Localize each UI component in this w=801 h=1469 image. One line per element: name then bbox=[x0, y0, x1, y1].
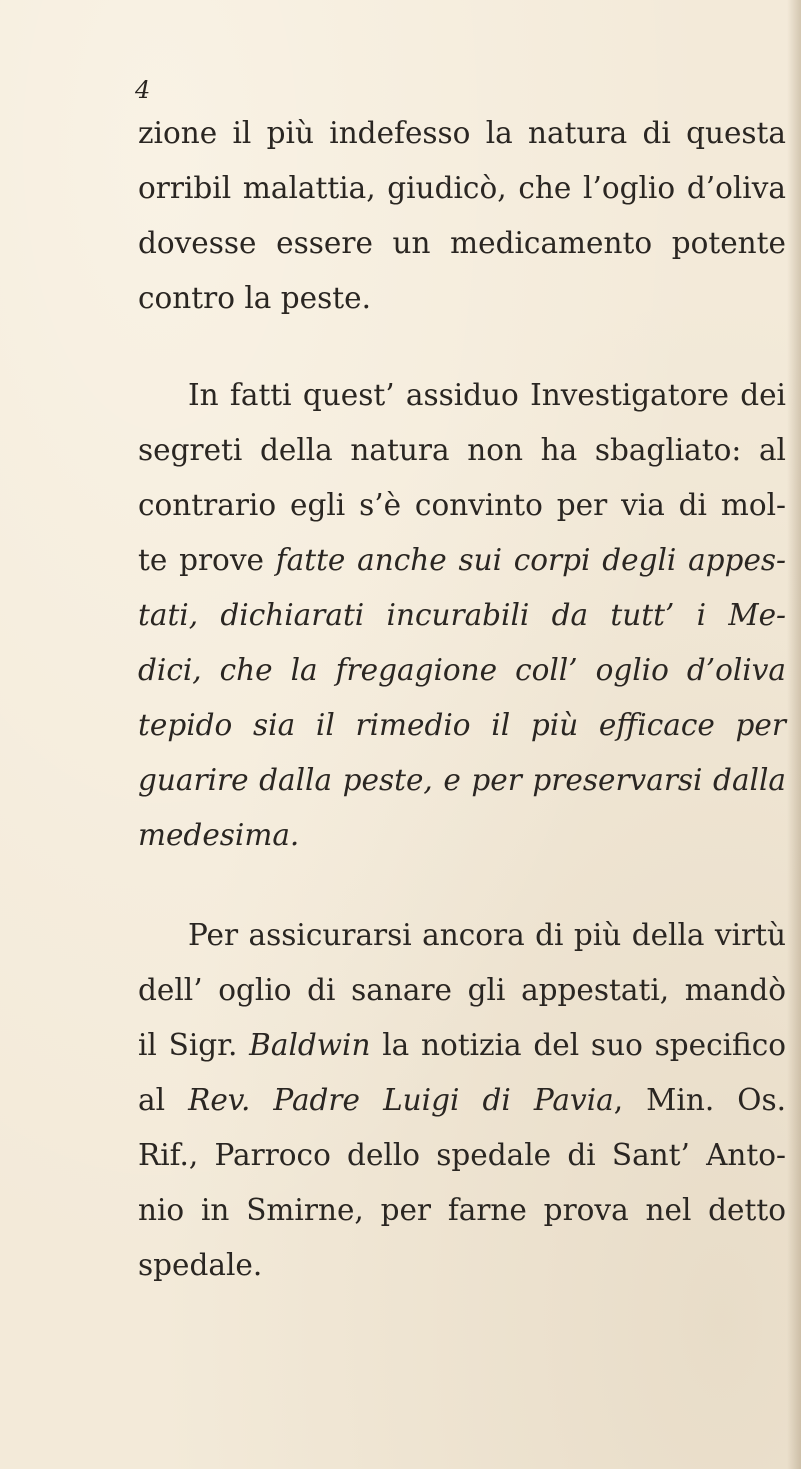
text-line: nio in Smirne, per farne prova nel detto bbox=[138, 1193, 786, 1227]
text-line: Per assicurarsi ancora di più della virtù bbox=[188, 918, 786, 952]
text-italic: Rev. Padre Luigi di Pavia bbox=[188, 1083, 614, 1117]
text-line: contrario egli s’è convinto per via di mol- bbox=[138, 488, 786, 522]
text-line: contro la peste. bbox=[138, 281, 371, 315]
text-line bbox=[138, 1018, 786, 1073]
text-line bbox=[138, 533, 786, 588]
text-line: zione il più indefesso la natura di questa bbox=[138, 116, 786, 150]
text-line bbox=[138, 1073, 786, 1128]
text-line: guarire dalla peste, e per preservarsi dalla bbox=[138, 763, 786, 797]
text-line: orribil malattia, giudicò, che l’oglio d’oliva bbox=[138, 171, 786, 205]
text-line: dell’ oglio di sanare gli appestati, mandò bbox=[138, 973, 786, 1007]
text-line: spedale. bbox=[138, 1248, 263, 1282]
paragraph-3 bbox=[138, 908, 786, 1293]
text-line: tepido sia il rimedio il più efficace per bbox=[138, 708, 786, 742]
text-line: dici, che la fregagione coll’ oglio d’oliva bbox=[138, 653, 786, 687]
text-italic: Baldwin bbox=[249, 1028, 371, 1062]
text-line: medesima. bbox=[138, 818, 300, 852]
text-italic: fatte anche sui corpi degli appes- bbox=[275, 543, 787, 577]
text-roman: te prove bbox=[138, 543, 276, 577]
text-roman: , Min. Os. bbox=[613, 1083, 786, 1117]
paragraph-2 bbox=[138, 368, 786, 863]
text-line: Rif., Parroco dello spedale di Sant’ Anto- bbox=[138, 1138, 786, 1172]
page-number: 4 bbox=[135, 76, 151, 104]
text-roman: al bbox=[138, 1083, 189, 1117]
text-line: dovesse essere un medicamento potente bbox=[138, 226, 786, 260]
text-line: segreti della natura non ha sbagliato: al bbox=[138, 433, 786, 467]
text-line: tati, dichiarati incurabili da tutt’ i Me- bbox=[138, 598, 786, 632]
page-edge-shadow bbox=[787, 0, 801, 1469]
text-roman: il Sigr. bbox=[138, 1028, 250, 1062]
text-roman: la notizia del suo specifico bbox=[370, 1028, 786, 1062]
text-line: In fatti quest’ assiduo Investigatore dei bbox=[188, 378, 786, 412]
paragraph-1 bbox=[138, 106, 786, 326]
